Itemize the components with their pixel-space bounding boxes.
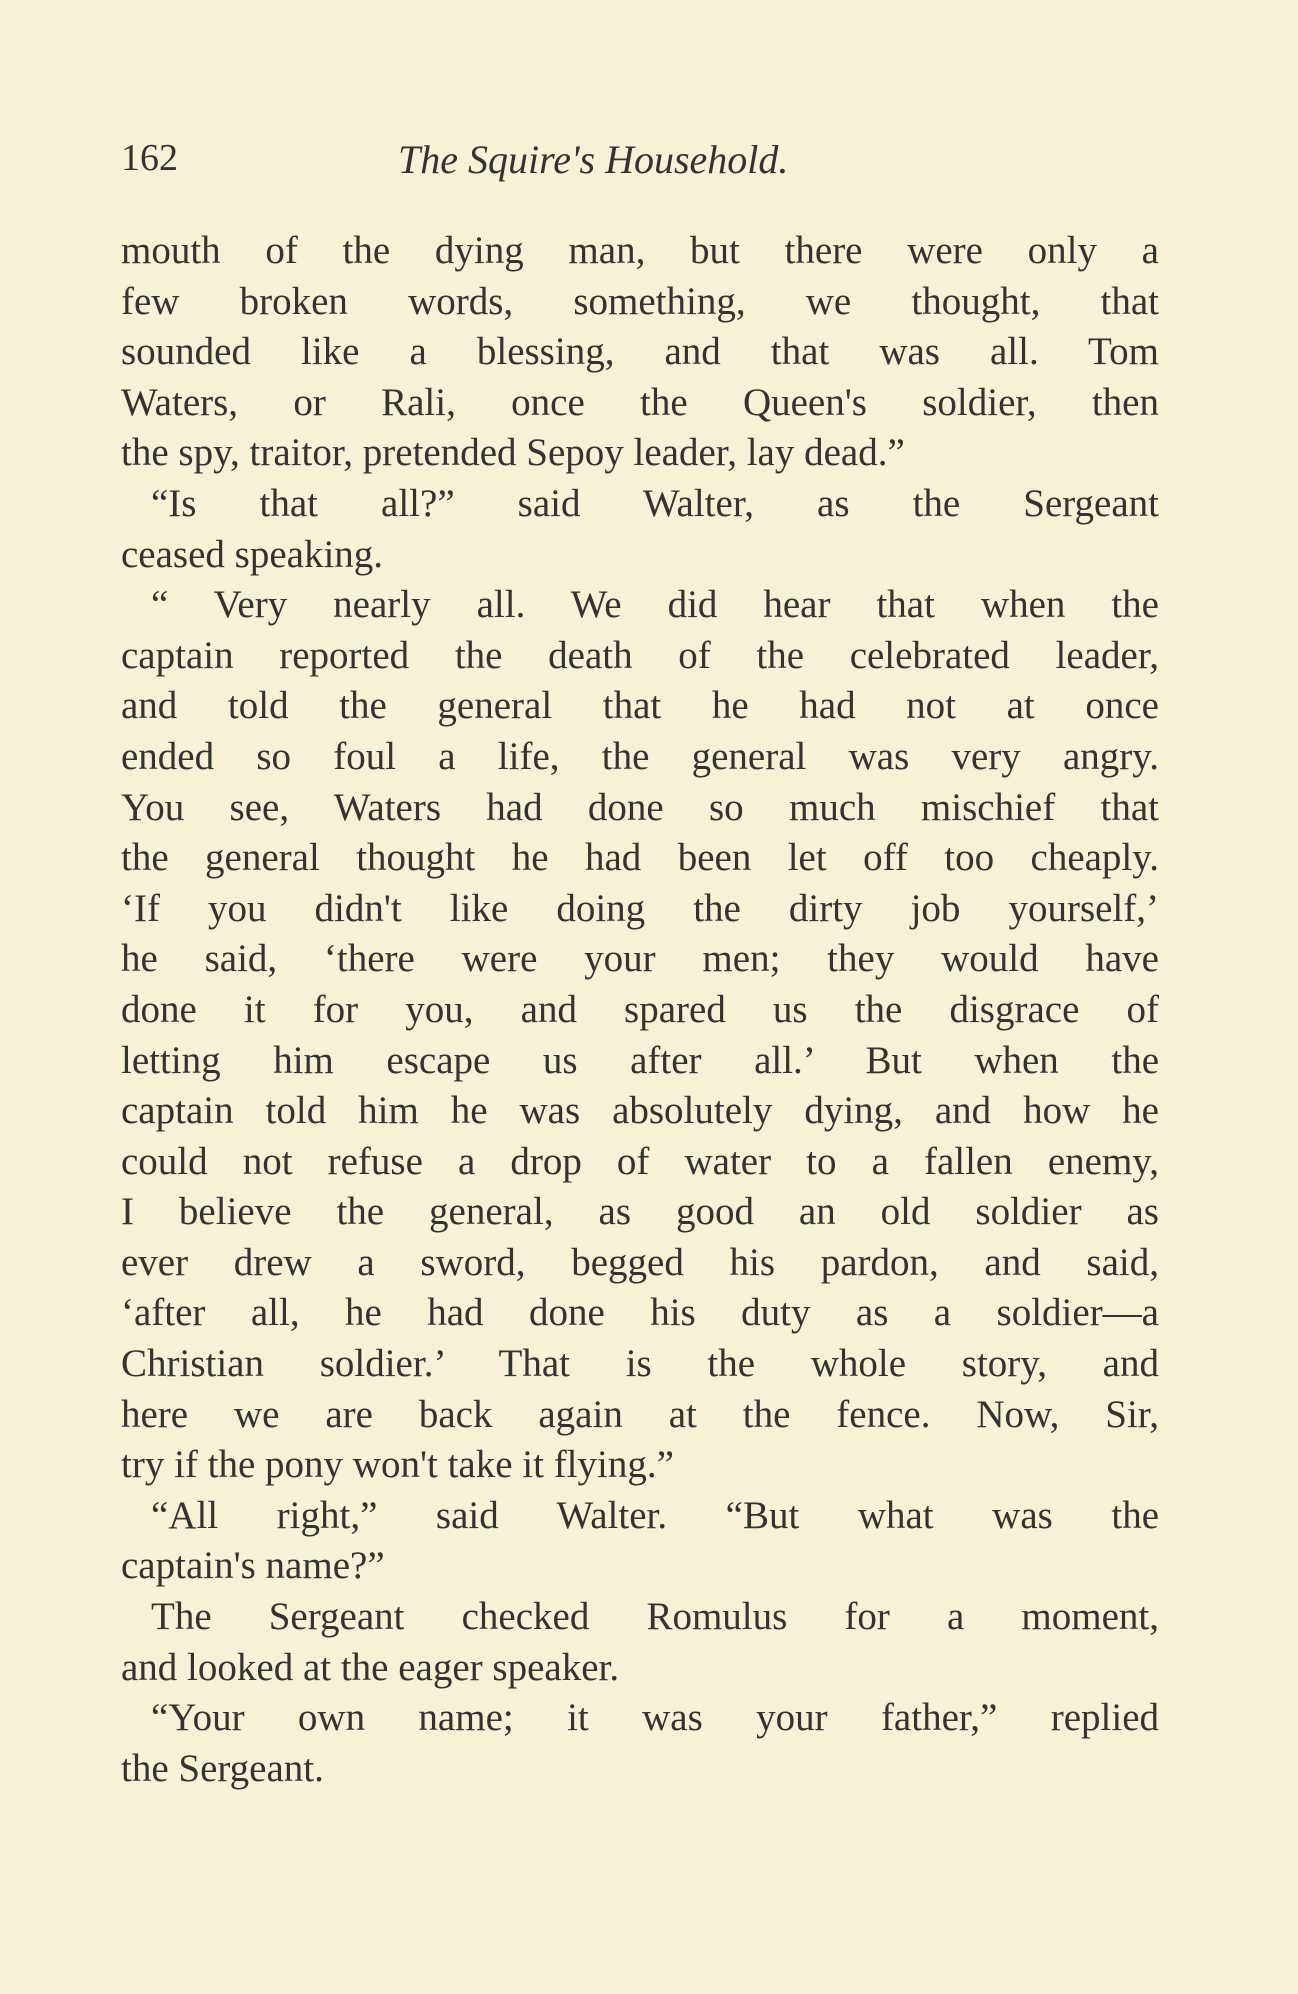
text-line: I believe the general, as good an old soldier as bbox=[121, 1190, 1159, 1234]
text-line: Waters, or Rali, once the Queen's soldier, then bbox=[121, 380, 1159, 424]
text-line: ever drew a sword, begged his pardon, and said, bbox=[121, 1240, 1159, 1284]
page-number: 162 bbox=[121, 137, 178, 179]
text-line: “ Very nearly all. We did hear that when the bbox=[151, 583, 1159, 627]
text-line: the general thought he had been let off too cheaply. bbox=[121, 836, 1159, 880]
text-line: few broken words, something, we thought, that bbox=[121, 279, 1159, 323]
text-line: captain reported the death of the celebrated leader, bbox=[121, 633, 1159, 677]
text-line: letting him escape us after all.’ But when the bbox=[121, 1038, 1159, 1082]
text-line: done it for you, and spared us the disgrace of bbox=[121, 987, 1159, 1031]
paragraph bbox=[121, 1693, 1159, 1794]
text-line: captain told him he was absolutely dying, and how he bbox=[121, 1089, 1159, 1133]
text-line: he said, ‘there were your men; they would have bbox=[121, 937, 1159, 981]
paragraph bbox=[121, 1592, 1159, 1693]
text-line: “Is that all?” said Walter, as the Sergeant bbox=[151, 481, 1159, 525]
text-line: Christian soldier.’ That is the whole story, and bbox=[121, 1342, 1159, 1386]
running-header bbox=[121, 136, 1159, 186]
text-line: captain's name?” bbox=[121, 1544, 385, 1588]
text-line: You see, Waters had done so much mischief that bbox=[121, 785, 1159, 829]
text-line: try if the pony won't take it flying.” bbox=[121, 1443, 674, 1487]
text-line: the spy, traitor, pretended Sepoy leader, lay dead.” bbox=[121, 431, 905, 475]
text-line: “All right,” said Walter. “But what was the bbox=[151, 1493, 1159, 1537]
paragraph bbox=[121, 1491, 1159, 1592]
text-line: could not refuse a drop of water to a fallen enemy, bbox=[121, 1139, 1159, 1183]
text-line: here we are back again at the fence. Now, Sir, bbox=[121, 1392, 1159, 1436]
running-title: The Squire's Household. bbox=[398, 137, 789, 182]
text-line: sounded like a blessing, and that was all. Tom bbox=[121, 330, 1159, 374]
text-line: mouth of the dying man, but there were only a bbox=[121, 229, 1159, 272]
paragraph bbox=[121, 580, 1159, 1491]
paragraph bbox=[121, 226, 1159, 479]
text-line: and told the general that he had not at once bbox=[121, 684, 1159, 728]
text-line: ended so foul a life, the general was very angry. bbox=[121, 734, 1159, 778]
text-line: “Your own name; it was your father,” replied bbox=[151, 1696, 1159, 1740]
paragraph bbox=[121, 479, 1159, 580]
text-line: ceased speaking. bbox=[121, 532, 384, 576]
page-body bbox=[121, 226, 1159, 1794]
text-line: ‘after all, he had done his duty as a soldier—a bbox=[121, 1291, 1159, 1335]
text-line: The Sergeant checked Romulus for a moment, bbox=[151, 1595, 1159, 1639]
text-line: and looked at the eager speaker. bbox=[121, 1645, 620, 1689]
text-line: the Sergeant. bbox=[121, 1746, 324, 1790]
text-line: ‘If you didn't like doing the dirty job yourself,’ bbox=[121, 886, 1159, 930]
